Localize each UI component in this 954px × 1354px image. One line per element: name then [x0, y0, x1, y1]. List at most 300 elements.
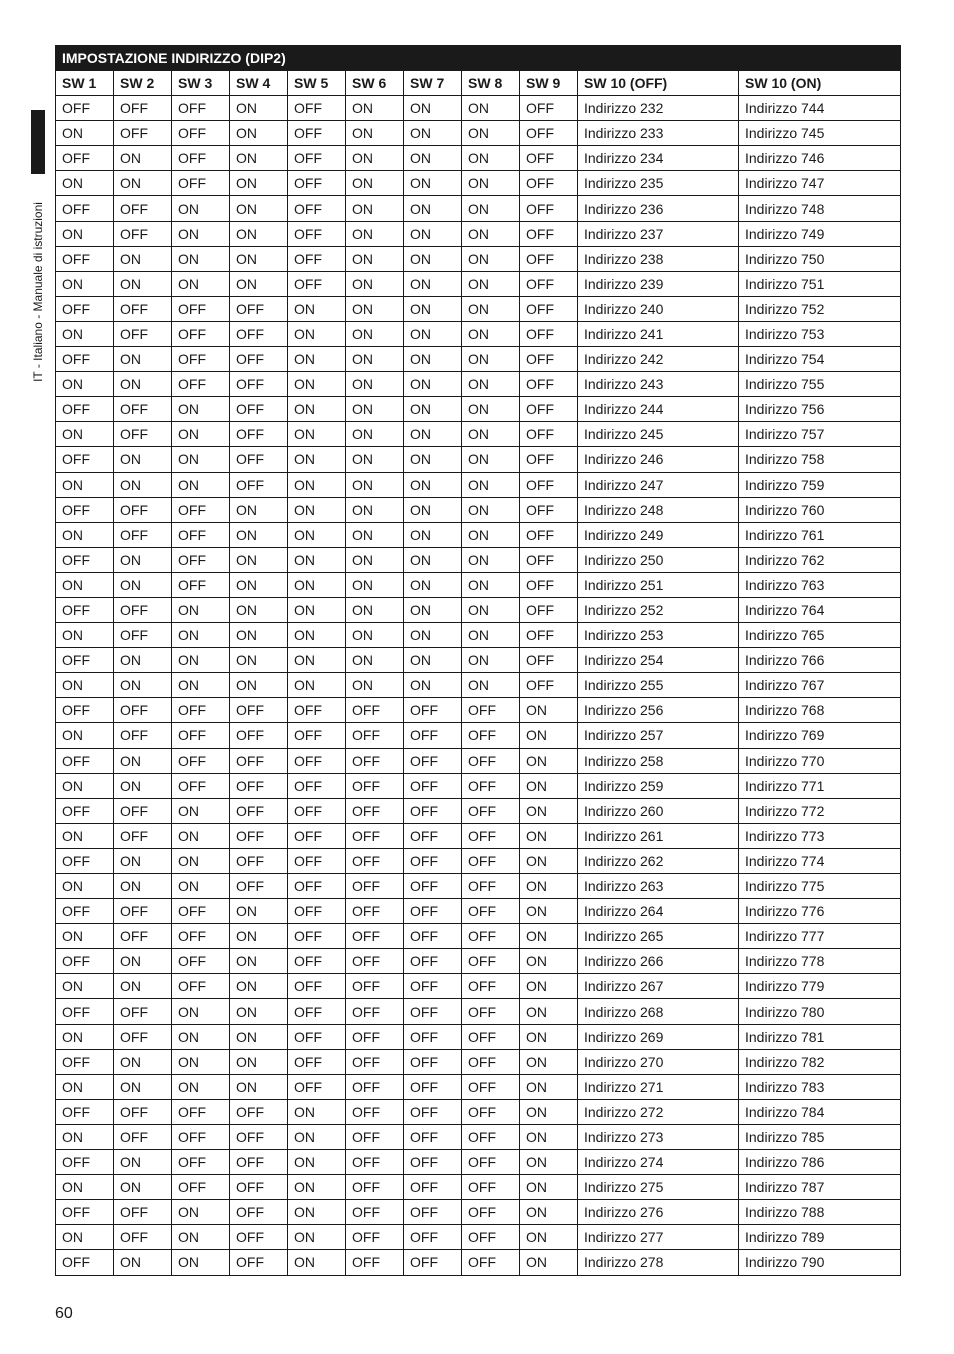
table-row [56, 372, 901, 397]
table-cell: OFF [230, 372, 288, 397]
column-header: SW 2 [114, 71, 172, 96]
table-cell: OFF [288, 899, 346, 924]
table-cell: ON [114, 171, 172, 196]
table-row [56, 623, 901, 648]
table-cell: Indirizzo 768 [739, 698, 901, 723]
table-cell: OFF [230, 422, 288, 447]
table-cell: ON [230, 221, 288, 246]
table-cell: OFF [230, 1200, 288, 1225]
table-body [56, 96, 901, 1275]
table-row [56, 798, 901, 823]
table-cell: OFF [288, 773, 346, 798]
table-cell: Indirizzo 787 [739, 1175, 901, 1200]
table-cell: OFF [114, 1124, 172, 1149]
table-cell: Indirizzo 778 [739, 949, 901, 974]
table-cell: OFF [462, 1049, 520, 1074]
table-cell: OFF [520, 673, 578, 698]
table-cell: OFF [172, 698, 230, 723]
table-cell: OFF [56, 848, 114, 873]
table-cell: OFF [346, 1074, 404, 1099]
table-cell: Indirizzo 751 [739, 271, 901, 296]
table-cell: OFF [520, 347, 578, 372]
table-cell: OFF [230, 848, 288, 873]
table-cell: ON [404, 221, 462, 246]
table-cell: OFF [56, 899, 114, 924]
table-cell: ON [230, 121, 288, 146]
table-cell: OFF [404, 1200, 462, 1225]
section-tab-marker [31, 110, 45, 174]
table-cell: ON [172, 422, 230, 447]
table-cell: Indirizzo 755 [739, 372, 901, 397]
table-cell: ON [114, 648, 172, 673]
column-header: SW 10 (OFF) [578, 71, 739, 96]
table-cell: OFF [404, 999, 462, 1024]
table-cell: OFF [114, 597, 172, 622]
table-cell: ON [172, 648, 230, 673]
table-cell: ON [230, 1074, 288, 1099]
table-cell: Indirizzo 770 [739, 748, 901, 773]
table-row [56, 472, 901, 497]
table-cell: ON [288, 397, 346, 422]
table-cell: Indirizzo 774 [739, 848, 901, 873]
table-cell: OFF [346, 899, 404, 924]
table-cell: ON [404, 673, 462, 698]
table-cell: OFF [346, 1024, 404, 1049]
table-row [56, 1124, 901, 1149]
table-cell: ON [520, 1024, 578, 1049]
table-cell: Indirizzo 776 [739, 899, 901, 924]
table-cell: Indirizzo 278 [578, 1250, 739, 1275]
table-cell: OFF [56, 1200, 114, 1225]
table-cell: ON [56, 372, 114, 397]
table-cell: OFF [462, 1124, 520, 1149]
table-cell: OFF [230, 296, 288, 321]
table-cell: OFF [56, 798, 114, 823]
table-cell: ON [114, 848, 172, 873]
table-cell: ON [462, 246, 520, 271]
table-cell: ON [288, 372, 346, 397]
table-cell: ON [404, 522, 462, 547]
table-row [56, 522, 901, 547]
table-cell: OFF [172, 96, 230, 121]
table-cell: OFF [230, 1124, 288, 1149]
table-cell: ON [346, 372, 404, 397]
table-cell: OFF [346, 949, 404, 974]
table-cell: ON [114, 874, 172, 899]
table-cell: OFF [288, 848, 346, 873]
side-section-label: IT - Italiano - Manuale di istruzioni [31, 202, 45, 382]
table-cell: OFF [288, 949, 346, 974]
table-cell: OFF [56, 347, 114, 372]
table-row [56, 246, 901, 271]
table-row [56, 422, 901, 447]
table-cell: OFF [520, 196, 578, 221]
table-cell: OFF [520, 447, 578, 472]
table-cell: ON [404, 171, 462, 196]
table-cell: OFF [114, 623, 172, 648]
table-cell: OFF [462, 949, 520, 974]
table-cell: OFF [114, 1225, 172, 1250]
table-cell: ON [56, 221, 114, 246]
table-cell: Indirizzo 235 [578, 171, 739, 196]
table-cell: OFF [520, 648, 578, 673]
table-row [56, 447, 901, 472]
table-cell: ON [520, 1200, 578, 1225]
table-cell: OFF [462, 723, 520, 748]
table-cell: ON [346, 271, 404, 296]
table-cell: Indirizzo 275 [578, 1175, 739, 1200]
table-cell: ON [56, 924, 114, 949]
table-row [56, 999, 901, 1024]
table-cell: OFF [520, 96, 578, 121]
table-cell: Indirizzo 759 [739, 472, 901, 497]
table-cell: OFF [172, 1099, 230, 1124]
table-cell: Indirizzo 273 [578, 1124, 739, 1149]
table-cell: OFF [404, 798, 462, 823]
table-cell: Indirizzo 248 [578, 497, 739, 522]
table-cell: ON [114, 547, 172, 572]
table-cell: Indirizzo 250 [578, 547, 739, 572]
table-cell: ON [520, 999, 578, 1024]
table-cell: OFF [56, 949, 114, 974]
table-row [56, 221, 901, 246]
table-cell: ON [520, 1150, 578, 1175]
table-row [56, 723, 901, 748]
table-cell: ON [346, 623, 404, 648]
table-cell: OFF [404, 1049, 462, 1074]
table-cell: ON [56, 321, 114, 346]
table-cell: ON [114, 974, 172, 999]
table-cell: OFF [56, 547, 114, 572]
table-cell: Indirizzo 268 [578, 999, 739, 1024]
table-cell: OFF [56, 497, 114, 522]
table-cell: OFF [288, 196, 346, 221]
table-cell: OFF [172, 121, 230, 146]
table-cell: OFF [404, 1250, 462, 1275]
table-cell: ON [230, 949, 288, 974]
table-cell: ON [288, 572, 346, 597]
column-header: SW 4 [230, 71, 288, 96]
table-cell: ON [404, 146, 462, 171]
table-cell: ON [462, 648, 520, 673]
table-row [56, 1049, 901, 1074]
table-cell: OFF [288, 874, 346, 899]
table-cell: Indirizzo 239 [578, 271, 739, 296]
table-cell: Indirizzo 269 [578, 1024, 739, 1049]
table-cell: OFF [462, 823, 520, 848]
table-row [56, 271, 901, 296]
table-cell: ON [288, 296, 346, 321]
table-cell: OFF [288, 1024, 346, 1049]
table-cell: OFF [230, 874, 288, 899]
table-cell: OFF [172, 372, 230, 397]
table-cell: ON [114, 372, 172, 397]
table-cell: Indirizzo 748 [739, 196, 901, 221]
table-cell: ON [462, 196, 520, 221]
table-cell: ON [172, 447, 230, 472]
table-cell: Indirizzo 783 [739, 1074, 901, 1099]
table-row [56, 899, 901, 924]
table-cell: OFF [520, 221, 578, 246]
table-row [56, 974, 901, 999]
table-cell: OFF [346, 848, 404, 873]
table-cell: Indirizzo 260 [578, 798, 739, 823]
table-cell: OFF [230, 1250, 288, 1275]
table-cell: OFF [462, 1099, 520, 1124]
column-header: SW 1 [56, 71, 114, 96]
table-cell: ON [288, 422, 346, 447]
table-cell: ON [56, 673, 114, 698]
table-cell: OFF [346, 874, 404, 899]
table-cell: OFF [288, 171, 346, 196]
table-cell: OFF [56, 1049, 114, 1074]
table-cell: OFF [114, 823, 172, 848]
table-cell: Indirizzo 745 [739, 121, 901, 146]
table-cell: ON [56, 1175, 114, 1200]
table-cell: ON [56, 121, 114, 146]
table-cell: OFF [230, 723, 288, 748]
table-cell: OFF [462, 1225, 520, 1250]
table-cell: OFF [404, 1024, 462, 1049]
table-cell: ON [230, 974, 288, 999]
table-cell: OFF [288, 974, 346, 999]
table-cell: ON [56, 171, 114, 196]
table-cell: Indirizzo 254 [578, 648, 739, 673]
table-row [56, 949, 901, 974]
table-cell: OFF [346, 1225, 404, 1250]
table-cell: OFF [346, 1250, 404, 1275]
table-cell: ON [346, 296, 404, 321]
table-cell: Indirizzo 765 [739, 623, 901, 648]
table-cell: ON [288, 472, 346, 497]
table-cell: OFF [462, 773, 520, 798]
table-cell: Indirizzo 747 [739, 171, 901, 196]
table-cell: OFF [288, 1074, 346, 1099]
table-cell: Indirizzo 763 [739, 572, 901, 597]
table-cell: OFF [346, 1200, 404, 1225]
table-cell: ON [404, 422, 462, 447]
table-cell: OFF [114, 1024, 172, 1049]
table-cell: OFF [404, 748, 462, 773]
table-cell: ON [288, 522, 346, 547]
table-cell: OFF [56, 1150, 114, 1175]
table-cell: ON [172, 623, 230, 648]
table-cell: OFF [172, 949, 230, 974]
table-cell: Indirizzo 753 [739, 321, 901, 346]
table-cell: Indirizzo 264 [578, 899, 739, 924]
table-row [56, 296, 901, 321]
table-cell: ON [172, 1024, 230, 1049]
table-cell: ON [172, 1200, 230, 1225]
table-cell: ON [172, 999, 230, 1024]
table-cell: ON [288, 1175, 346, 1200]
table-cell: OFF [520, 422, 578, 447]
table-cell: ON [462, 171, 520, 196]
table-cell: ON [172, 221, 230, 246]
table-cell: Indirizzo 232 [578, 96, 739, 121]
table-cell: OFF [520, 121, 578, 146]
table-cell: ON [114, 748, 172, 773]
table-cell: ON [462, 96, 520, 121]
table-cell: Indirizzo 780 [739, 999, 901, 1024]
table-cell: ON [520, 924, 578, 949]
table-cell: ON [230, 96, 288, 121]
table-cell: ON [346, 96, 404, 121]
table-cell: ON [230, 924, 288, 949]
table-cell: Indirizzo 764 [739, 597, 901, 622]
table-cell: ON [114, 271, 172, 296]
table-cell: OFF [404, 848, 462, 873]
table-cell: OFF [114, 221, 172, 246]
table-title-row [56, 46, 901, 71]
table-row [56, 673, 901, 698]
table-cell: OFF [172, 572, 230, 597]
table-cell: ON [462, 522, 520, 547]
table-cell: OFF [56, 1099, 114, 1124]
table-cell: Indirizzo 788 [739, 1200, 901, 1225]
table-row [56, 597, 901, 622]
table-cell: ON [520, 949, 578, 974]
table-cell: ON [56, 1225, 114, 1250]
table-cell: OFF [462, 1250, 520, 1275]
table-cell: OFF [288, 924, 346, 949]
table-cell: OFF [288, 798, 346, 823]
table-cell: Indirizzo 785 [739, 1124, 901, 1149]
table-cell: ON [520, 848, 578, 873]
table-cell: OFF [346, 723, 404, 748]
table-cell: Indirizzo 240 [578, 296, 739, 321]
table-cell: OFF [462, 1150, 520, 1175]
table-cell: Indirizzo 782 [739, 1049, 901, 1074]
table-cell: OFF [172, 146, 230, 171]
table-row [56, 96, 901, 121]
table-cell: ON [288, 623, 346, 648]
table-cell: ON [346, 146, 404, 171]
table-cell: ON [462, 422, 520, 447]
table-cell: Indirizzo 261 [578, 823, 739, 848]
table-cell: ON [172, 673, 230, 698]
table-cell: OFF [346, 748, 404, 773]
table-cell: OFF [520, 271, 578, 296]
table-cell: ON [288, 1200, 346, 1225]
table-cell: OFF [346, 1099, 404, 1124]
table-cell: ON [114, 1250, 172, 1275]
table-cell: ON [520, 1049, 578, 1074]
table-cell: OFF [520, 522, 578, 547]
table-header-row [56, 71, 901, 96]
table-cell: ON [288, 447, 346, 472]
table-row [56, 547, 901, 572]
table-cell: OFF [230, 347, 288, 372]
table-cell: OFF [288, 246, 346, 271]
table-cell: ON [346, 447, 404, 472]
table-cell: Indirizzo 270 [578, 1049, 739, 1074]
table-cell: ON [230, 196, 288, 221]
table-cell: OFF [404, 874, 462, 899]
table-cell: ON [346, 196, 404, 221]
table-cell: OFF [172, 547, 230, 572]
table-cell: OFF [520, 246, 578, 271]
table-cell: OFF [346, 773, 404, 798]
column-header: SW 6 [346, 71, 404, 96]
table-cell: ON [520, 1225, 578, 1250]
table-cell: Indirizzo 781 [739, 1024, 901, 1049]
table-cell: OFF [114, 999, 172, 1024]
table-cell: Indirizzo 752 [739, 296, 901, 321]
table-cell: OFF [404, 773, 462, 798]
table-cell: Indirizzo 272 [578, 1099, 739, 1124]
table-cell: OFF [346, 798, 404, 823]
table-cell: Indirizzo 746 [739, 146, 901, 171]
table-cell: OFF [114, 1099, 172, 1124]
table-cell: Indirizzo 241 [578, 321, 739, 346]
table-row [56, 748, 901, 773]
table-cell: ON [172, 246, 230, 271]
table-cell: ON [346, 648, 404, 673]
table-cell: ON [172, 798, 230, 823]
column-header: SW 9 [520, 71, 578, 96]
table-cell: ON [404, 623, 462, 648]
table-cell: ON [346, 321, 404, 346]
table-cell: OFF [288, 723, 346, 748]
table-cell: Indirizzo 251 [578, 572, 739, 597]
table-cell: ON [114, 472, 172, 497]
table-cell: OFF [462, 1074, 520, 1099]
table-cell: OFF [230, 698, 288, 723]
table-cell: ON [56, 773, 114, 798]
table-cell: OFF [114, 723, 172, 748]
table-cell: OFF [288, 146, 346, 171]
table-row [56, 924, 901, 949]
table-cell: ON [462, 623, 520, 648]
table-cell: Indirizzo 259 [578, 773, 739, 798]
table-cell: ON [520, 1124, 578, 1149]
table-cell: ON [114, 246, 172, 271]
table-cell: OFF [172, 296, 230, 321]
table-cell: OFF [172, 1150, 230, 1175]
table-cell: ON [172, 271, 230, 296]
table-cell: OFF [56, 698, 114, 723]
table-cell: ON [56, 723, 114, 748]
table-cell: Indirizzo 262 [578, 848, 739, 873]
table-cell: OFF [462, 748, 520, 773]
table-cell: ON [114, 773, 172, 798]
table-row [56, 347, 901, 372]
table-cell: OFF [114, 497, 172, 522]
table-cell: OFF [56, 1250, 114, 1275]
table-cell: ON [346, 246, 404, 271]
table-cell: Indirizzo 245 [578, 422, 739, 447]
table-cell: OFF [404, 823, 462, 848]
table-cell: ON [172, 1250, 230, 1275]
table-cell: ON [114, 1049, 172, 1074]
table-cell: OFF [462, 848, 520, 873]
table-cell: OFF [520, 597, 578, 622]
table-cell: Indirizzo 784 [739, 1099, 901, 1124]
table-cell: ON [114, 447, 172, 472]
table-cell: ON [114, 347, 172, 372]
table-row [56, 196, 901, 221]
table-cell: ON [288, 597, 346, 622]
table-cell: Indirizzo 767 [739, 673, 901, 698]
table-cell: Indirizzo 238 [578, 246, 739, 271]
table-cell: OFF [56, 999, 114, 1024]
table-cell: OFF [172, 1124, 230, 1149]
table-cell: OFF [56, 748, 114, 773]
table-cell: OFF [520, 171, 578, 196]
table-cell: OFF [462, 874, 520, 899]
table-cell: ON [404, 196, 462, 221]
